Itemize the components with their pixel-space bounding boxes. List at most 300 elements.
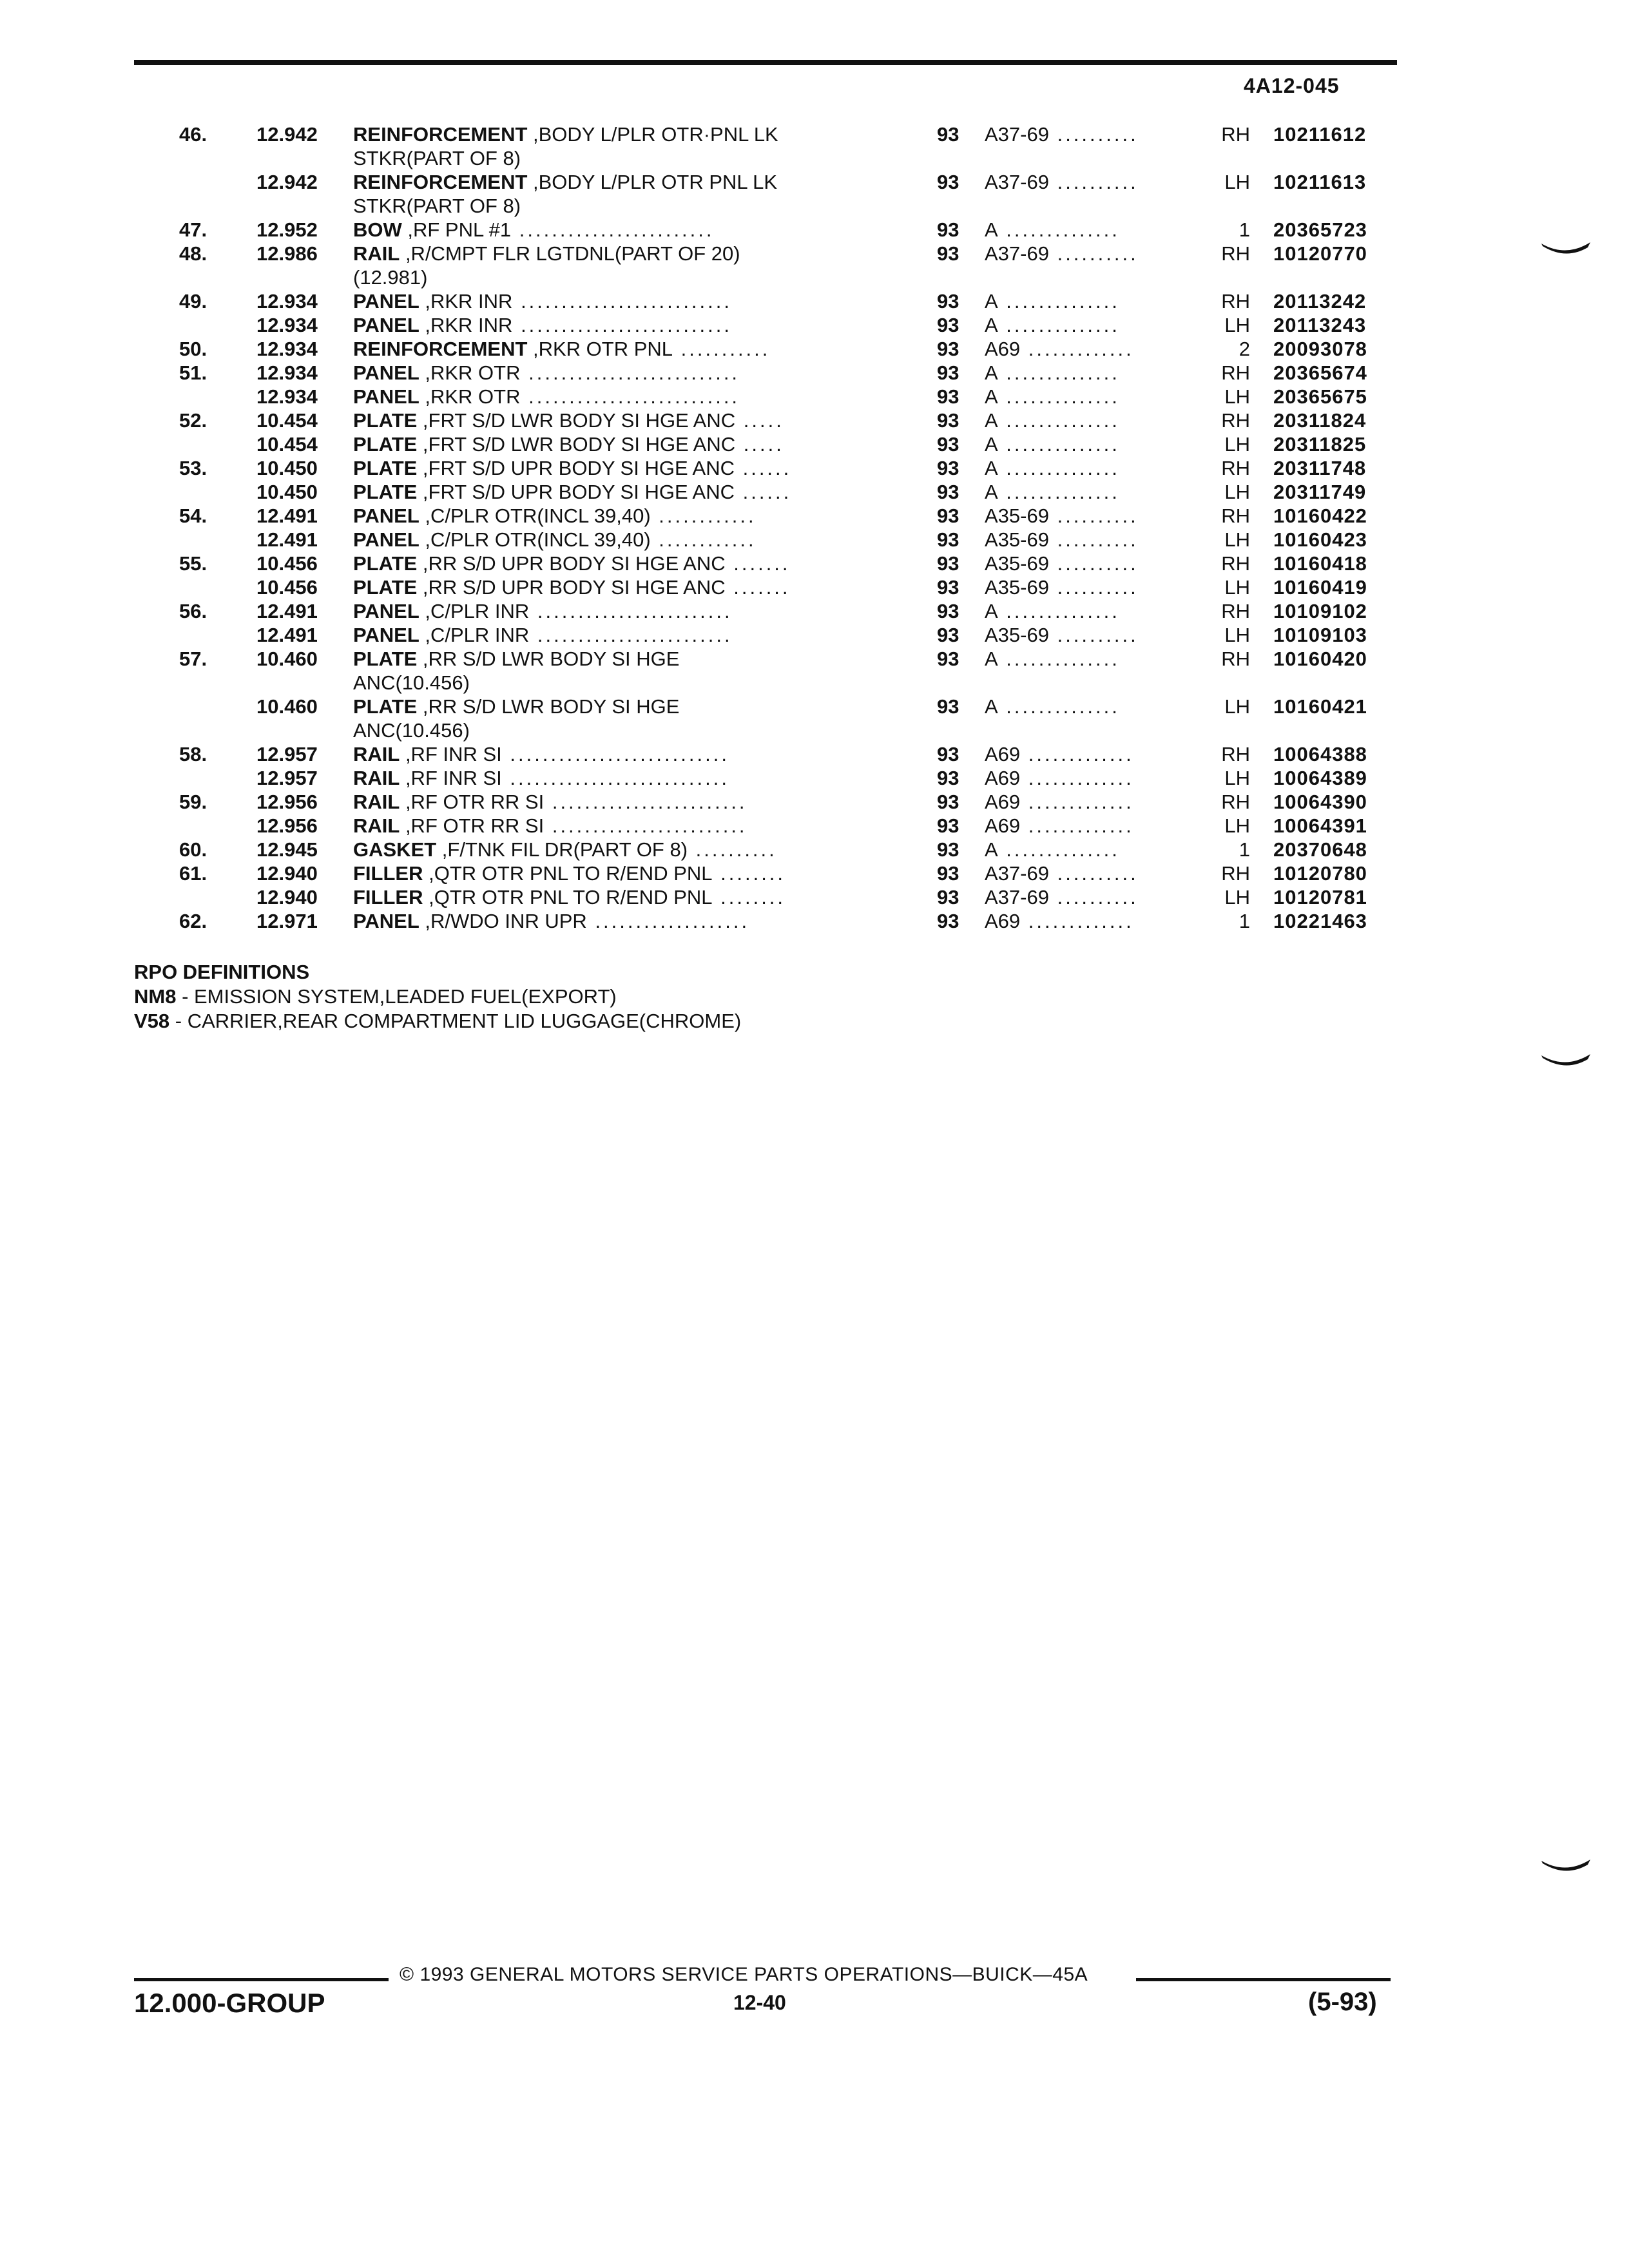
part-name: PLATE: [353, 409, 418, 432]
model-code: A37-69: [985, 886, 1049, 908]
model-year: 93: [937, 695, 959, 718]
body-model: [985, 218, 1204, 242]
part-name: FILLER: [353, 862, 423, 885]
model-code: A69: [985, 910, 1021, 932]
model-code: A: [985, 838, 998, 861]
quantity-side: RH: [1221, 743, 1250, 765]
model-year: 93: [937, 385, 959, 408]
body-model: [985, 742, 1204, 766]
parts-row: [0, 194, 1629, 218]
parts-list: [0, 122, 1629, 933]
body-model: [985, 790, 1204, 814]
part-qualifier: ANC(10.456): [353, 719, 470, 742]
group-number: 12.971: [256, 910, 318, 932]
ref-number: 55.: [179, 552, 207, 575]
part-name: PANEL: [353, 910, 419, 932]
model-code: A: [985, 361, 998, 384]
group-number: 10.454: [256, 433, 318, 456]
leader-dots: ..............: [998, 433, 1120, 456]
part-qualifier: ,C/PLR OTR(INCL 39,40): [419, 505, 651, 527]
part-name: PLATE: [353, 648, 418, 670]
body-model: [985, 408, 1204, 432]
group-number: 10.456: [256, 576, 318, 599]
group-number: 12.940: [256, 886, 318, 908]
leader-dots: ............: [650, 505, 757, 527]
parts-row: [0, 432, 1629, 456]
part-number: 10064390: [1273, 791, 1367, 813]
part-description: [353, 528, 888, 552]
leader-dots: ..............: [998, 218, 1120, 241]
part-qualifier: ,RF OTR RR SI: [400, 791, 545, 813]
model-year: 93: [937, 314, 959, 336]
part-number: 10211612: [1273, 123, 1367, 146]
leader-dots: ..............: [998, 290, 1120, 312]
quantity-side: 1: [1239, 838, 1250, 861]
parts-row: [0, 361, 1629, 385]
parts-row: [0, 814, 1629, 838]
leader-dots: ............: [650, 528, 757, 551]
footer-group: 12.000-GROUP: [134, 1988, 325, 2018]
part-qualifier: ,RF PNL #1: [401, 218, 512, 241]
rpo-heading: RPO DEFINITIONS: [134, 961, 310, 983]
parts-row: [0, 766, 1629, 790]
quantity-side: RH: [1221, 552, 1250, 575]
model-code: A: [985, 648, 998, 670]
group-number: 10.450: [256, 481, 318, 503]
parts-row: [0, 742, 1629, 766]
parts-row: [0, 695, 1629, 718]
model-year: 93: [937, 171, 959, 193]
quantity-side: LH: [1224, 886, 1250, 908]
quantity-side: LH: [1224, 314, 1250, 336]
body-model: [985, 480, 1204, 504]
part-name: PANEL: [353, 528, 419, 551]
parts-row: [0, 313, 1629, 337]
part-name: RAIL: [353, 791, 400, 813]
part-description: [353, 194, 888, 218]
ref-number: 61.: [179, 862, 207, 885]
part-qualifier: ,RR S/D UPR BODY SI HGE ANC: [417, 576, 726, 599]
part-qualifier: ,R/CMPT FLR LGTDNL(PART OF 20): [400, 242, 740, 265]
body-model: [985, 385, 1204, 408]
parts-row: [0, 671, 1629, 695]
group-number: 10.460: [256, 648, 318, 670]
ref-number: 49.: [179, 290, 207, 312]
part-description: [353, 623, 888, 647]
leader-dots: ..........................: [512, 314, 732, 336]
part-qualifier: ,R/WDO INR UPR: [419, 910, 587, 932]
model-code: A37-69: [985, 123, 1049, 146]
part-description: [353, 599, 888, 623]
body-model: [985, 647, 1204, 671]
rpo-item: NM8 - EMISSION SYSTEM,LEADED FUEL(EXPORT): [134, 985, 617, 1008]
leader-dots: ........: [712, 886, 786, 908]
leader-dots: ........................: [511, 218, 715, 241]
part-qualifier: ,FRT S/D UPR BODY SI HGE ANC: [417, 457, 735, 479]
part-name: GASKET: [353, 838, 437, 861]
group-number: 12.957: [256, 743, 318, 765]
model-code: A: [985, 433, 998, 456]
part-description: [353, 909, 888, 933]
part-qualifier: ,BODY L/PLR OTR PNL LK: [527, 171, 778, 193]
part-qualifier: ,RR S/D LWR BODY SI HGE: [417, 695, 680, 718]
binder-mark: [1540, 238, 1592, 264]
part-qualifier: ,FRT S/D UPR BODY SI HGE ANC: [417, 481, 735, 503]
part-number: 20365674: [1273, 361, 1367, 384]
part-description: [353, 647, 888, 671]
parts-row: [0, 265, 1629, 289]
part-number: 20113242: [1273, 290, 1367, 312]
model-year: 93: [937, 791, 959, 813]
part-name: RAIL: [353, 814, 400, 837]
quantity-side: RH: [1221, 648, 1250, 670]
body-model: [985, 814, 1204, 838]
ref-number: 54.: [179, 505, 207, 527]
parts-row: [0, 242, 1629, 265]
part-description: [353, 671, 888, 695]
body-model: [985, 552, 1204, 575]
leader-dots: ..........: [1048, 576, 1139, 599]
rpo-item: V58 - CARRIER,REAR COMPARTMENT LID LUGGAGE(CHROME): [134, 1010, 742, 1032]
part-name: PLATE: [353, 433, 418, 456]
model-year: 93: [937, 290, 959, 312]
group-number: 12.491: [256, 505, 318, 527]
part-description: [353, 790, 888, 814]
parts-row: [0, 504, 1629, 528]
group-number: 12.986: [256, 242, 318, 265]
part-number: 10221463: [1273, 910, 1367, 932]
parts-row: [0, 456, 1629, 480]
model-year: 93: [937, 648, 959, 670]
footer-copyright: © 1993 GENERAL MOTORS SERVICE PARTS OPERATIONS—BUICK—45A: [400, 1964, 1088, 1985]
part-name: RAIL: [353, 743, 400, 765]
leader-dots: ..............: [998, 600, 1120, 622]
part-number: 10109102: [1273, 600, 1367, 622]
body-model: [985, 695, 1204, 718]
leader-dots: .............: [1020, 767, 1134, 789]
leader-dots: ..............: [998, 457, 1120, 479]
part-number: 20311825: [1273, 433, 1367, 456]
group-number: 12.491: [256, 528, 318, 551]
model-code: A69: [985, 338, 1021, 360]
part-description: [353, 766, 888, 790]
ref-number: 56.: [179, 600, 207, 622]
model-code: A: [985, 218, 998, 241]
part-name: PANEL: [353, 505, 419, 527]
model-year: 93: [937, 910, 959, 932]
quantity-side: RH: [1221, 457, 1250, 479]
leader-dots: ...................: [586, 910, 750, 932]
leader-dots: ..........: [1048, 505, 1139, 527]
leader-dots: ........................: [544, 814, 747, 837]
body-model: [985, 242, 1204, 265]
document-code: 4A12-045: [1244, 74, 1340, 97]
part-description: [353, 432, 888, 456]
quantity-side: LH: [1224, 385, 1250, 408]
quantity-side: RH: [1221, 600, 1250, 622]
part-qualifier: ,RR S/D LWR BODY SI HGE: [417, 648, 680, 670]
part-description: [353, 838, 888, 861]
model-code: A: [985, 290, 998, 312]
leader-dots: .............: [1020, 338, 1134, 360]
model-year: 93: [937, 433, 959, 456]
group-number: 12.942: [256, 171, 318, 193]
part-description: [353, 313, 888, 337]
part-name: FILLER: [353, 886, 423, 908]
part-description: [353, 170, 888, 194]
part-qualifier: STKR(PART OF 8): [353, 195, 521, 217]
leader-dots: ..............: [998, 361, 1120, 384]
model-code: A69: [985, 767, 1021, 789]
part-number: 10160423: [1273, 528, 1367, 551]
part-description: [353, 504, 888, 528]
part-name: PANEL: [353, 361, 419, 384]
leader-dots: ......: [734, 481, 792, 503]
part-description: [353, 289, 888, 313]
quantity-side: RH: [1221, 862, 1250, 885]
leader-dots: ..............: [998, 409, 1120, 432]
part-number: 10211613: [1273, 171, 1367, 193]
quantity-side: 2: [1239, 338, 1250, 360]
group-number: 12.491: [256, 624, 318, 646]
part-number: 10160419: [1273, 576, 1367, 599]
footer-rule-left: [134, 1978, 389, 1981]
parts-row: [0, 885, 1629, 909]
ref-number: 51.: [179, 361, 207, 384]
model-code: A: [985, 695, 998, 718]
leader-dots: ..........: [688, 838, 777, 861]
part-qualifier: ANC(10.456): [353, 671, 470, 694]
part-number: 20113243: [1273, 314, 1367, 336]
part-number: 10109103: [1273, 624, 1367, 646]
model-year: 93: [937, 242, 959, 265]
model-year: 93: [937, 576, 959, 599]
body-model: [985, 432, 1204, 456]
ref-number: 59.: [179, 791, 207, 813]
model-year: 93: [937, 743, 959, 765]
part-description: [353, 218, 888, 242]
part-description: [353, 742, 888, 766]
leader-dots: ..........: [1048, 123, 1139, 146]
model-code: A35-69: [985, 528, 1049, 551]
ref-number: 50.: [179, 338, 207, 360]
part-number: 10160420: [1273, 648, 1367, 670]
part-description: [353, 265, 888, 289]
part-description: [353, 122, 888, 146]
leader-dots: ..........: [1048, 528, 1139, 551]
body-model: [985, 909, 1204, 933]
body-model: [985, 170, 1204, 194]
part-number: 20370648: [1273, 838, 1367, 861]
part-name: PLATE: [353, 481, 418, 503]
model-year: 93: [937, 123, 959, 146]
ref-number: 48.: [179, 242, 207, 265]
group-number: 12.956: [256, 814, 318, 837]
model-year: 93: [937, 457, 959, 479]
part-number: 10160421: [1273, 695, 1367, 718]
quantity-side: LH: [1224, 433, 1250, 456]
body-model: [985, 361, 1204, 385]
part-qualifier: ,QTR OTR PNL TO R/END PNL: [423, 862, 713, 885]
part-description: [353, 885, 888, 909]
part-number: 20311824: [1273, 409, 1367, 432]
part-number: 10120781: [1273, 886, 1367, 908]
quantity-side: LH: [1224, 576, 1250, 599]
group-number: 12.957: [256, 767, 318, 789]
quantity-side: LH: [1224, 814, 1250, 837]
part-qualifier: ,RF OTR RR SI: [400, 814, 545, 837]
leader-dots: ..............: [998, 695, 1120, 718]
part-qualifier: ,C/PLR INR: [419, 624, 530, 646]
part-description: [353, 552, 888, 575]
model-year: 93: [937, 600, 959, 622]
body-model: [985, 599, 1204, 623]
footer-rule-right: [1136, 1978, 1391, 1981]
part-number: 10160422: [1273, 505, 1367, 527]
model-code: A35-69: [985, 576, 1049, 599]
part-name: PLATE: [353, 695, 418, 718]
part-description: [353, 480, 888, 504]
top-rule: [134, 60, 1397, 65]
leader-dots: .............: [1020, 791, 1134, 813]
model-year: 93: [937, 528, 959, 551]
part-qualifier: ,C/PLR INR: [419, 600, 530, 622]
group-number: 12.942: [256, 123, 318, 146]
part-number: 10064391: [1273, 814, 1367, 837]
group-number: 12.952: [256, 218, 318, 241]
body-model: [985, 885, 1204, 909]
part-qualifier: ,RKR OTR PNL: [527, 338, 673, 360]
quantity-side: RH: [1221, 242, 1250, 265]
parts-row: [0, 480, 1629, 504]
leader-dots: .............: [1020, 743, 1134, 765]
leader-dots: ..........: [1048, 624, 1139, 646]
group-number: 10.454: [256, 409, 318, 432]
group-number: 12.956: [256, 791, 318, 813]
rpo-definitions: [134, 960, 741, 1033]
leader-dots: .....: [735, 409, 784, 432]
part-number: 10120780: [1273, 862, 1367, 885]
leader-dots: ........: [712, 862, 786, 885]
group-number: 10.456: [256, 552, 318, 575]
quantity-side: LH: [1224, 767, 1250, 789]
quantity-side: 1: [1239, 218, 1250, 241]
leader-dots: ..........................: [520, 385, 740, 408]
body-model: [985, 456, 1204, 480]
leader-dots: ........................: [529, 600, 733, 622]
part-description: [353, 242, 888, 265]
leader-dots: ......: [734, 457, 792, 479]
part-name: REINFORCEMENT: [353, 123, 528, 146]
quantity-side: RH: [1221, 123, 1250, 146]
parts-row: [0, 552, 1629, 575]
model-code: A: [985, 314, 998, 336]
part-name: PANEL: [353, 600, 419, 622]
model-code: A69: [985, 814, 1021, 837]
body-model: [985, 504, 1204, 528]
model-year: 93: [937, 838, 959, 861]
part-name: PLATE: [353, 457, 418, 479]
quantity-side: RH: [1221, 791, 1250, 813]
group-number: 12.940: [256, 862, 318, 885]
part-name: RAIL: [353, 767, 400, 789]
body-model: [985, 623, 1204, 647]
ref-number: 47.: [179, 218, 207, 241]
part-description: [353, 385, 888, 408]
group-number: 12.491: [256, 600, 318, 622]
parts-row: [0, 718, 1629, 742]
model-year: 93: [937, 409, 959, 432]
part-description: [353, 146, 888, 170]
quantity-side: LH: [1224, 528, 1250, 551]
part-description: [353, 861, 888, 885]
binder-mark: [1540, 1050, 1592, 1076]
part-qualifier: ,RKR OTR: [419, 361, 521, 384]
part-qualifier: ,C/PLR OTR(INCL 39,40): [419, 528, 651, 551]
part-number: 10064389: [1273, 767, 1367, 789]
model-year: 93: [937, 624, 959, 646]
model-code: A35-69: [985, 624, 1049, 646]
group-number: 12.934: [256, 385, 318, 408]
group-number: 12.945: [256, 838, 318, 861]
quantity-side: LH: [1224, 171, 1250, 193]
body-model: [985, 313, 1204, 337]
leader-dots: ..........: [1048, 886, 1139, 908]
footer-page-number: 12-40: [733, 1991, 786, 2014]
model-code: A69: [985, 791, 1021, 813]
part-description: [353, 575, 888, 599]
parts-row: [0, 385, 1629, 408]
quantity-side: LH: [1224, 481, 1250, 503]
model-code: A: [985, 457, 998, 479]
part-name: REINFORCEMENT: [353, 338, 528, 360]
parts-row: [0, 909, 1629, 933]
body-model: [985, 289, 1204, 313]
quantity-side: LH: [1224, 624, 1250, 646]
part-qualifier: ,RKR OTR: [419, 385, 521, 408]
part-qualifier: STKR(PART OF 8): [353, 147, 521, 169]
part-qualifier: (12.981): [353, 266, 428, 289]
leader-dots: ........................: [544, 791, 747, 813]
part-qualifier: ,QTR OTR PNL TO R/END PNL: [423, 886, 713, 908]
body-model: [985, 838, 1204, 861]
parts-row: [0, 170, 1629, 194]
group-number: 12.934: [256, 361, 318, 384]
part-description: [353, 695, 888, 718]
quantity-side: RH: [1221, 505, 1250, 527]
part-description: [353, 718, 888, 742]
part-qualifier: ,RKR INR: [419, 290, 513, 312]
parts-row: [0, 838, 1629, 861]
leader-dots: .......: [725, 576, 791, 599]
part-description: [353, 456, 888, 480]
model-code: A: [985, 600, 998, 622]
leader-dots: ..........................: [520, 361, 740, 384]
parts-row: [0, 122, 1629, 146]
parts-row: [0, 861, 1629, 885]
part-description: [353, 361, 888, 385]
parts-row: [0, 146, 1629, 170]
parts-row: [0, 337, 1629, 361]
part-qualifier: ,F/TNK FIL DR(PART OF 8): [436, 838, 688, 861]
part-number: 20365675: [1273, 385, 1367, 408]
model-year: 93: [937, 361, 959, 384]
leader-dots: ..........................: [512, 290, 732, 312]
model-code: A37-69: [985, 171, 1049, 193]
ref-number: 58.: [179, 743, 207, 765]
model-code: A35-69: [985, 505, 1049, 527]
model-year: 93: [937, 481, 959, 503]
